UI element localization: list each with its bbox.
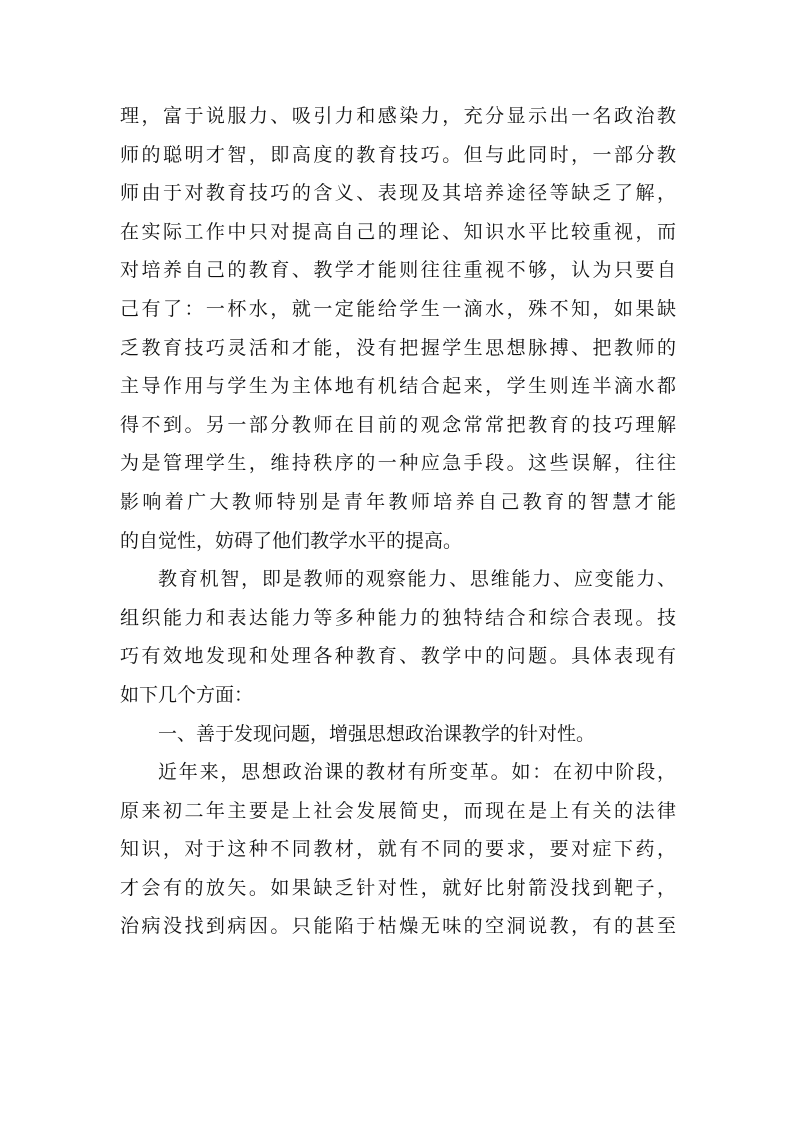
text-line: 师由于对教育技巧的含义、表现及其培养途径等缺乏了解， [120,182,676,205]
text-line: 对培养自己的教育、教学才能则往往重视不够，认为只要自 [120,259,676,282]
text-line: 己有了：一杯水，就一定能给学生一滴水，殊不知，如果缺 [120,297,676,320]
text-line: 的自觉性，妨碍了他们教学水平的提高。 [120,529,463,552]
text-line: 治病没找到病因。只能陷于枯燥无味的空洞说教，有的甚至 [120,915,676,938]
text-line: 乏教育技巧灵活和才能，没有把握学生思想脉搏、把教师的 [120,336,676,359]
text-line: 才会有的放矢。如果缺乏针对性，就好比射箭没找到靶子， [120,876,676,899]
text-line: 影响着广大教师特别是青年教师培养自己教育的智慧才能 [120,490,676,513]
text-line: 得不到。另一部分教师在目前的观念常常把教育的技巧理解 [120,413,676,436]
text-line: 原来初二年主要是上社会发展简史，而现在是上有关的法律 [120,799,676,822]
text-line: 主导作用与学生为主体地有机结合起来，学生则连半滴水都 [120,375,676,398]
text-line: 教育机智，即是教师的观察能力、思维能力、应变能力、 [158,568,676,591]
text-line: 近年来，思想政治课的教材有所变革。如：在初中阶段， [158,761,676,784]
text-line: 如下几个方面： [120,683,254,706]
text-line: 巧有效地发现和处理各种教育、教学中的问题。具体表现有 [120,645,676,668]
text-line: 知识，对于这种不同教材，就有不同的要求，要对症下药， [120,838,676,861]
body-text [120,97,676,946]
text-line: 组织能力和表达能力等多种能力的独特结合和综合表现。技 [120,606,676,629]
text-line: 理，富于说服力、吸引力和感染力，充分显示出一名政治教 [120,105,676,127]
text-line: 师的聪明才智，即高度的教育技巧。但与此同时，一部分教 [120,143,676,166]
text-line: 为是管理学生，维持秩序的一种应急手段。这些误解，往往 [120,452,676,475]
text-line: 一、善于发现问题，增强思想政治课教学的针对性。 [158,722,596,745]
text-line: 在实际工作中只对提高自己的理论、知识水平比较重视，而 [120,220,676,243]
